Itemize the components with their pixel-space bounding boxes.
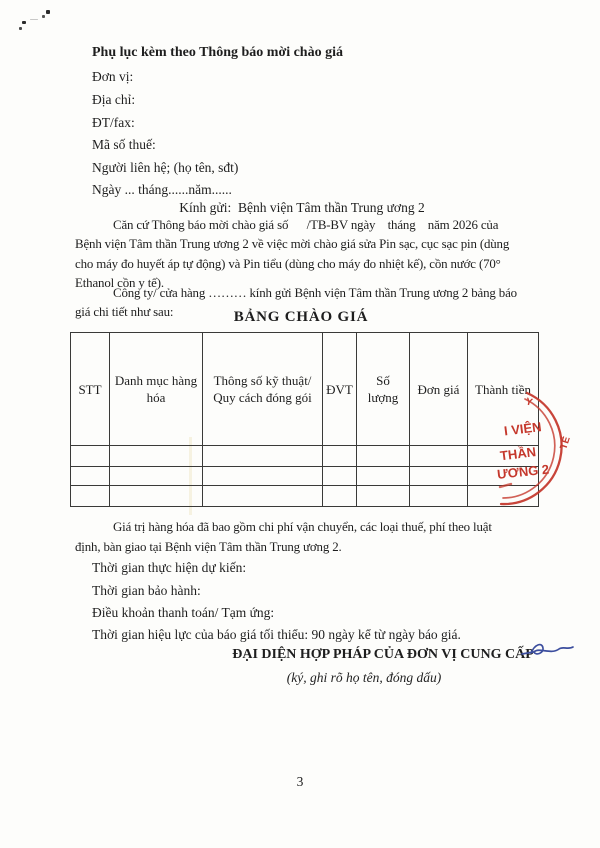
term-payment: Điều khoản thanh toán/ Tạm ứng:: [92, 605, 275, 620]
signature-title: ĐẠI DIỆN HỢP PHÁP CỦA ĐƠN VỊ CUNG CẤP: [232, 647, 534, 662]
column-header-amount: Thành tiền: [468, 333, 539, 446]
salutation: Kính gửi: Bệnh viện Tâm thần Trung ương 2: [179, 200, 425, 215]
column-header-unit: ĐVT: [323, 333, 357, 446]
ink-speck: [42, 15, 45, 18]
empty-cell: [323, 467, 357, 486]
column-header-unit-price: Đơn giá: [410, 333, 468, 446]
empty-cell: [357, 486, 410, 507]
form-field-date: Ngày ... tháng......năm......: [92, 182, 232, 197]
empty-cell: [410, 486, 468, 507]
empty-cell: [357, 467, 410, 486]
value-note-line: định, bàn giao tại Bệnh viện Tâm thần Trung ương 2.: [75, 539, 342, 554]
intro-paragraph-line: Bệnh viện Tâm thần Trung ương 2 về việc mời chào giá sửa Pin sạc, cục sạc pin (dùng: [75, 237, 510, 252]
intro-paragraph: [75, 216, 545, 293]
signature-loop: [531, 645, 573, 654]
intro-paragraph-line: Căn cứ Thông báo mời chào giá số /TB-BV ngày tháng năm 2026 của: [113, 218, 499, 232]
form-field-unit: Đơn vị:: [92, 69, 134, 84]
empty-cell: [71, 446, 110, 467]
empty-cell: [323, 446, 357, 467]
intro-paragraph-line: Ethanol cồn y tế).: [75, 275, 164, 290]
quote-table: [70, 332, 539, 507]
value-note-line: Giá trị hàng hóa đã bao gồm chi phí vận chuyển, các loại thuế, phí theo luật: [113, 520, 492, 534]
stamp-center-line-3: ƯƠNG 2: [496, 461, 550, 482]
empty-cell: [71, 486, 110, 507]
term-warranty: Thời gian bảo hành:: [92, 583, 201, 598]
empty-table-row: [71, 467, 539, 486]
term-validity: Thời gian hiệu lực của báo giá tối thiểu: 90 ngày kể từ ngày báo giá.: [92, 627, 461, 642]
stamp-text-te: TẾ: [558, 435, 573, 451]
appendix-title: Phụ lục kèm theo Thông báo mời chào giá: [92, 45, 343, 60]
column-header-item: Danh mục hàng hóa: [110, 333, 203, 446]
empty-cell: [323, 486, 357, 507]
empty-cell: [203, 467, 323, 486]
ink-speck: [30, 19, 38, 20]
hospital-red-stamp: [485, 383, 585, 511]
header-row: [71, 333, 539, 446]
signature-squiggle: [521, 639, 575, 665]
page-number: 3: [296, 774, 304, 789]
stamp-center-line-2: THẦN: [499, 444, 537, 464]
stamp-smudge: [500, 484, 511, 487]
empty-cell: [357, 446, 410, 467]
stamp-center-line-1: I VIỆN: [503, 419, 543, 439]
empty-cell: [203, 446, 323, 467]
column-header-specs: Thông số kỹ thuật/ Quy cách đóng gói: [203, 333, 323, 446]
empty-cell: [203, 486, 323, 507]
form-field-phone-fax: ĐT/fax:: [92, 115, 135, 130]
stamp-text-y: Y: [524, 396, 534, 409]
form-field-tax-code: Mã số thuế:: [92, 137, 156, 152]
value-note: [75, 518, 545, 558]
signature-instruction: (ký, ghi rõ họ tên, đóng dấu): [286, 670, 442, 685]
column-header-quantity: Số lượng: [357, 333, 410, 446]
form-field-address: Địa chỉ:: [92, 92, 136, 107]
empty-cell: [110, 486, 203, 507]
ink-speck: [46, 10, 50, 14]
empty-table-row: [71, 486, 539, 507]
empty-cell: [410, 467, 468, 486]
form-field-contact: Người liên hệ; (họ tên, sđt): [92, 160, 239, 175]
quote-table-title: BẢNG CHÀO GIÁ: [233, 309, 369, 325]
empty-cell: [71, 467, 110, 486]
term-execution-time: Thời gian thực hiện dự kiến:: [92, 560, 247, 575]
ink-speck: [22, 21, 26, 24]
empty-cell: [110, 467, 203, 486]
empty-cell: [110, 446, 203, 467]
empty-cell: [410, 446, 468, 467]
column-header-stt: STT: [71, 333, 110, 446]
company-paragraph-line: Công ty/ cửa hàng ……… kính gửi Bệnh viện Tâm thần Trung ương 2 bảng báo: [113, 286, 517, 300]
intro-paragraph-line: cho máy đo huyết áp tự động) và Pin tiểu (dùng cho máy đo nhiệt kế), cồn nước (70°: [75, 256, 501, 271]
ink-speck: [19, 27, 22, 30]
company-paragraph-line: giá chi tiết như sau:: [75, 304, 174, 319]
empty-table-row: [71, 446, 539, 467]
